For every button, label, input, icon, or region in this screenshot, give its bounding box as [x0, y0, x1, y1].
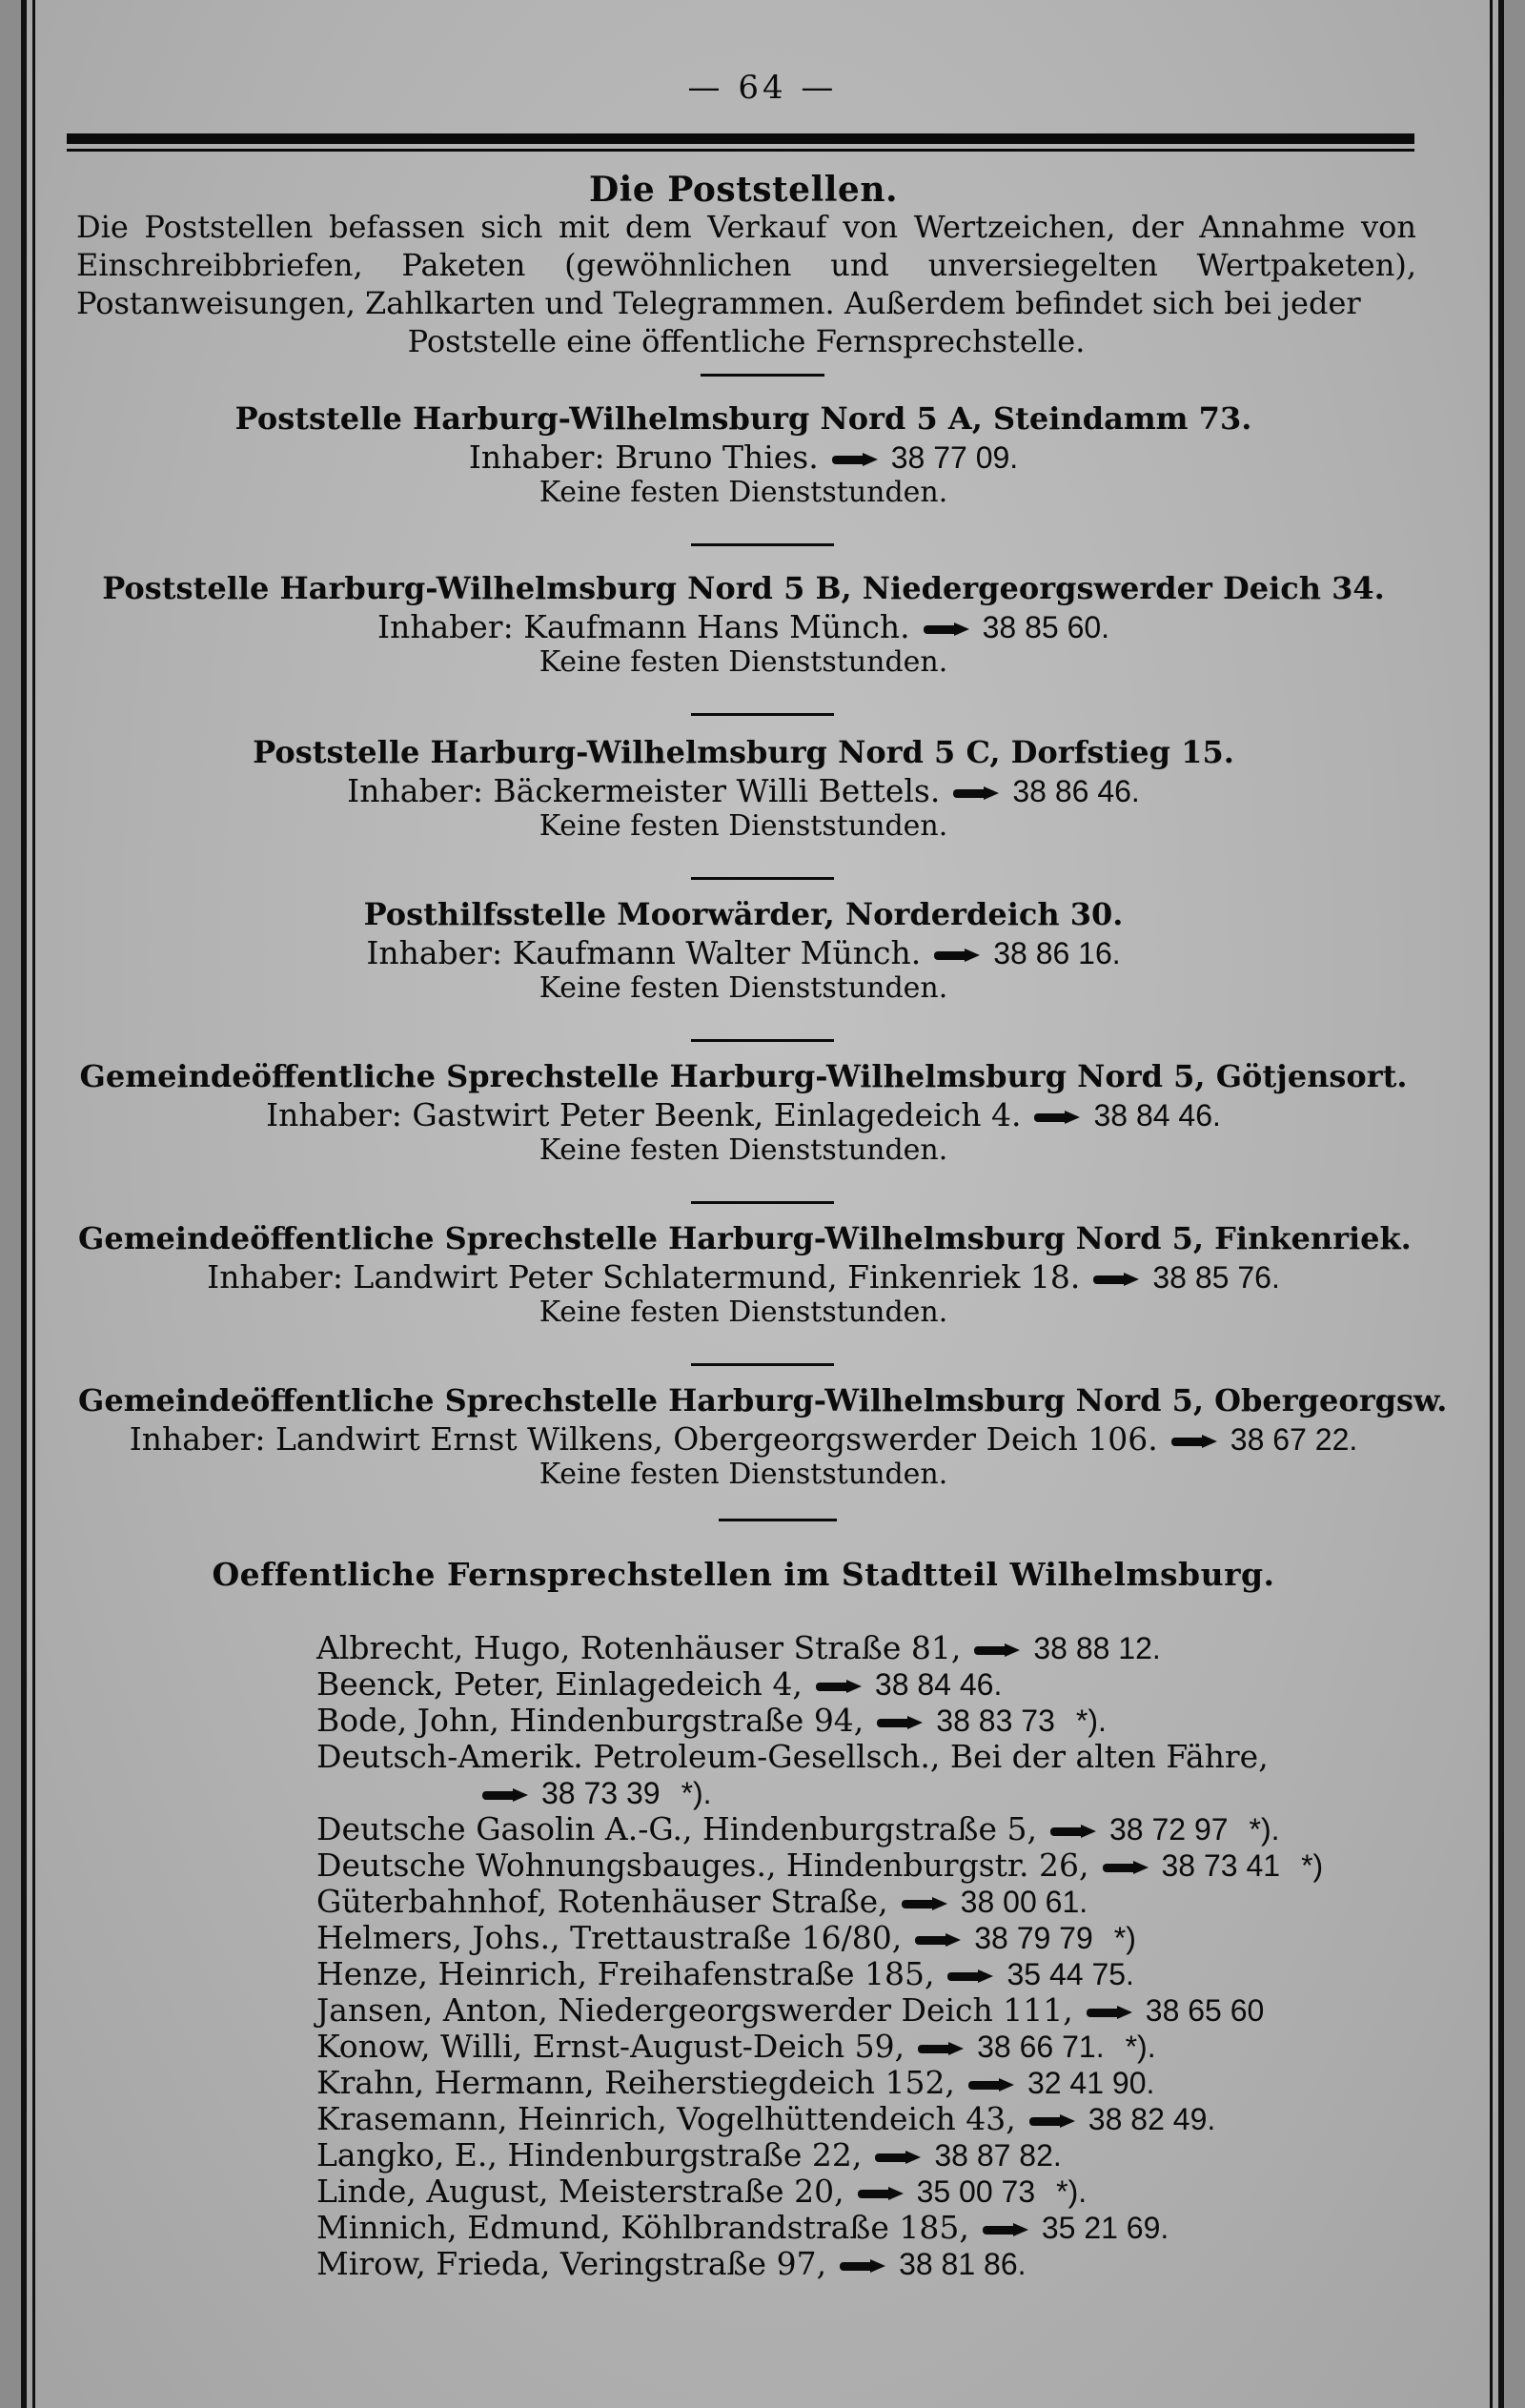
header-rule	[67, 149, 1414, 152]
list-row	[316, 1703, 1323, 1739]
list-row-text: Albrecht, Hugo, Rotenhäuser Straße 81,	[316, 1629, 962, 1666]
phone-number: 38 66 71.	[977, 2030, 1105, 2064]
telephone-icon	[924, 622, 971, 636]
page-edge	[1498, 0, 1504, 2408]
entry-title: Posthilfsstelle Moorwärder, Norderdeich 30.	[363, 896, 1124, 932]
entry-block	[78, 570, 1409, 679]
phone-number: 38 87 82.	[934, 2138, 1062, 2173]
page	[21, 0, 1504, 2408]
list-section	[78, 1556, 1409, 1593]
entry-hours: Keine festen Dienststunden.	[539, 1296, 948, 1329]
intro-text: Die Poststellen befassen sich mit dem Verkauf von Wertzeichen, der Annahme von Einschreibbriefen, Paketen (gewöhnlichen und unversiegelten Wertpaketen), Postanweisungen, Zahlkarten und Telegrammen. Außerdem befindet sich bei jeder	[76, 209, 1416, 321]
intro-paragraph	[76, 208, 1416, 360]
list-row-text: Deutsche Wohnungsbauges., Hindenburgstr. 26,	[316, 1847, 1089, 1884]
list-row	[316, 1884, 1323, 1920]
telephone-icon	[968, 2078, 1016, 2092]
entry-title: Poststelle Harburg-Wilhelmsburg Nord 5 C, Dorfstieg 15.	[253, 734, 1234, 770]
entry-hours: Keine festen Dienststunden.	[539, 1458, 948, 1491]
intro-text-last: Poststelle eine öffentliche Fernsprechstelle.	[407, 323, 1086, 359]
list-row	[316, 1992, 1323, 2029]
phone-number: 38 00 61.	[960, 1885, 1088, 1919]
telephone-icon	[974, 1643, 1022, 1657]
telephone-icon	[915, 1933, 963, 1947]
phone-number: 38 81 86.	[899, 2247, 1027, 2281]
phone-number: 38 86 46.	[1012, 774, 1140, 808]
separator	[701, 374, 824, 377]
list-row	[316, 1920, 1323, 1956]
telephone-icon	[858, 2187, 905, 2200]
phone-number: 38 79 79	[974, 1921, 1093, 1955]
entry-block	[78, 896, 1409, 1005]
entry-hours: Keine festen Dienststunden.	[539, 971, 948, 1005]
telephone-icon	[1050, 1825, 1098, 1838]
footnote-mark: *).	[681, 1776, 712, 1810]
phone-number: 38 85 60.	[982, 610, 1110, 644]
entry-hours: Keine festen Dienststunden.	[539, 476, 948, 509]
list-row	[316, 2210, 1323, 2246]
entry-owner	[78, 1420, 1409, 1458]
entry-block	[78, 400, 1409, 509]
list-row-text: Deutsche Gasolin A.-G., Hindenburgstraße 5,	[316, 1810, 1037, 1847]
list-row-text: Jansen, Anton, Niedergeorgswerder Deich 111,	[316, 1991, 1073, 2029]
separator	[691, 543, 834, 546]
list-row	[316, 2065, 1323, 2101]
list-row	[316, 2101, 1323, 2137]
separator	[719, 1519, 837, 1521]
entry-hours: Keine festen Dienststunden.	[539, 645, 948, 679]
telephone-icon	[840, 2259, 887, 2273]
footnote-mark: *).	[1125, 2030, 1156, 2064]
separator	[691, 877, 834, 880]
owner-text: Inhaber: Landwirt Ernst Wilkens, Obergeorgswerder Deich 106.	[129, 1420, 1158, 1458]
telephone-icon	[918, 2042, 966, 2055]
entry-title: Poststelle Harburg-Wilhelmsburg Nord 5 A, Steindamm 73.	[234, 400, 1252, 437]
phone-number: 38 72 97	[1108, 1812, 1229, 1847]
telephone-icon	[482, 1788, 530, 1802]
list-row	[316, 1956, 1323, 1992]
telephone-icon	[832, 453, 880, 466]
page-edge	[1490, 0, 1493, 2408]
list-row-text: Krasemann, Heinrich, Vogelhüttendeich 43,	[316, 2100, 1016, 2137]
telephone-icon	[1034, 1111, 1082, 1124]
list-row-text: Beenck, Peter, Einlagedeich 4,	[316, 1665, 803, 1703]
page-edge	[21, 0, 27, 2408]
phone-number: 32 41 90.	[1027, 2066, 1155, 2100]
entry-owner	[78, 439, 1409, 476]
phone-number: 38 65 60	[1145, 1993, 1265, 2028]
entry-block	[78, 1058, 1409, 1167]
phone-list	[316, 1630, 1323, 2282]
phone-number: 38 88 12.	[1033, 1631, 1161, 1665]
telephone-icon	[1103, 1861, 1150, 1874]
list-row-text: Langko, E., Hindenburgstraße 22,	[316, 2136, 863, 2173]
page-edge	[32, 0, 35, 2408]
footnote-mark: *).	[1249, 1812, 1280, 1847]
list-row	[316, 1847, 1323, 1884]
phone-number: 38 84 46.	[1093, 1098, 1221, 1133]
telephone-icon	[947, 1969, 995, 1983]
footnote-mark: *).	[1075, 1704, 1107, 1738]
footnote-mark: *).	[1056, 2174, 1088, 2209]
header-rule	[67, 133, 1414, 144]
list-row	[316, 1666, 1323, 1703]
separator	[691, 713, 834, 716]
list-row-text: Minnich, Edmund, Köhlbrandstraße 185,	[316, 2209, 969, 2246]
page-number: — 64 —	[687, 69, 838, 107]
entry-hours: Keine festen Dienststunden.	[539, 1133, 948, 1167]
footnote-mark: *)	[1113, 1921, 1136, 1955]
intro-section	[78, 170, 1409, 210]
list-row-text: Henze, Heinrich, Freihafenstraße 185,	[316, 1955, 935, 1992]
telephone-icon	[983, 2223, 1030, 2236]
entry-owner	[78, 772, 1409, 809]
phone-number: 35 00 73	[916, 2174, 1036, 2209]
phone-number: 38 77 09.	[890, 440, 1019, 475]
section-heading: Die Poststellen.	[588, 170, 899, 210]
list-row	[316, 1811, 1323, 1847]
telephone-icon	[1029, 2114, 1077, 2128]
list-row-text: Linde, August, Meisterstraße 20,	[316, 2173, 844, 2210]
phone-number: 38 82 49.	[1088, 2102, 1216, 2136]
owner-text: Inhaber: Kaufmann Walter Münch.	[366, 934, 922, 971]
telephone-icon	[875, 2151, 923, 2164]
phone-number: 35 21 69.	[1041, 2211, 1169, 2245]
owner-text: Inhaber: Gastwirt Peter Beenk, Einlagedeich 4.	[266, 1096, 1022, 1133]
list-row-text: Mirow, Frieda, Veringstraße 97,	[316, 2245, 827, 2282]
owner-text: Inhaber: Landwirt Peter Schlatermund, Finkenriek 18.	[207, 1258, 1081, 1296]
phone-number: 38 67 22.	[1230, 1422, 1358, 1457]
list-row	[316, 2173, 1323, 2210]
separator	[691, 1201, 834, 1204]
telephone-icon	[953, 786, 1001, 800]
entry-title: Gemeindeöffentliche Sprechstelle Harburg-Wilhelmsburg Nord 5, Götjensort.	[79, 1058, 1408, 1094]
telephone-icon	[877, 1716, 925, 1729]
entry-owner	[78, 1258, 1409, 1296]
list-row	[316, 1775, 1323, 1811]
list-row	[316, 1739, 1323, 1775]
phone-number: 35 44 75.	[1006, 1957, 1134, 1991]
list-row-text: Helmers, Johs., Trettaustraße 16/80,	[316, 1919, 903, 1956]
phone-number: 38 86 16.	[993, 936, 1121, 970]
entry-block	[78, 1382, 1448, 1491]
telephone-icon	[816, 1680, 864, 1693]
phone-number: 38 73 39	[541, 1776, 661, 1810]
entry-title: Gemeindeöffentliche Sprechstelle Harburg-Wilhelmsburg Nord 5, Finkenriek.	[78, 1220, 1412, 1256]
list-row-text: Konow, Willi, Ernst-August-Deich 59,	[316, 2028, 905, 2065]
telephone-icon	[902, 1897, 949, 1910]
phone-number: 38 73 41	[1161, 1848, 1281, 1883]
list-row-text: Bode, John, Hindenburgstraße 94,	[316, 1702, 864, 1739]
list-row-text: Krahn, Hermann, Reiherstiegdeich 152,	[316, 2064, 955, 2101]
phone-number: 38 84 46.	[874, 1667, 1003, 1702]
list-row	[316, 2246, 1323, 2282]
telephone-icon	[934, 949, 982, 962]
list-row	[316, 2137, 1323, 2173]
telephone-icon	[1093, 1273, 1141, 1286]
phone-number: 38 85 76.	[1152, 1260, 1280, 1295]
entry-block	[78, 734, 1409, 843]
list-heading: Oeffentliche Fernsprechstellen im Stadtteil Wilhelmsburg.	[212, 1556, 1275, 1593]
telephone-icon	[1087, 2006, 1134, 2019]
entry-hours: Keine festen Dienststunden.	[539, 809, 948, 843]
separator	[691, 1039, 834, 1042]
entry-owner	[78, 1096, 1409, 1133]
separator	[691, 1363, 834, 1366]
list-row	[316, 2029, 1323, 2065]
list-row-text: Deutsch-Amerik. Petroleum-Gesellsch., Bei der alten Fähre,	[316, 1738, 1269, 1775]
owner-text: Inhaber: Bäckermeister Willi Bettels.	[347, 772, 941, 809]
footnote-mark: *)	[1301, 1848, 1324, 1883]
entry-block	[78, 1220, 1412, 1329]
list-row	[316, 1630, 1323, 1666]
entry-title: Gemeindeöffentliche Sprechstelle Harburg-Wilhelmsburg Nord 5, Obergeorgsw.	[78, 1382, 1448, 1418]
owner-text: Inhaber: Bruno Thies.	[468, 439, 819, 476]
entry-owner	[78, 608, 1409, 645]
phone-number: 38 83 73	[936, 1704, 1055, 1738]
telephone-icon	[1171, 1435, 1219, 1448]
entry-owner	[78, 934, 1409, 971]
entry-title: Poststelle Harburg-Wilhelmsburg Nord 5 B, Niedergeorgswerder Deich 34.	[102, 570, 1385, 606]
list-row-text: Güterbahnhof, Rotenhäuser Straße,	[316, 1883, 888, 1920]
owner-text: Inhaber: Kaufmann Hans Münch.	[376, 608, 910, 645]
